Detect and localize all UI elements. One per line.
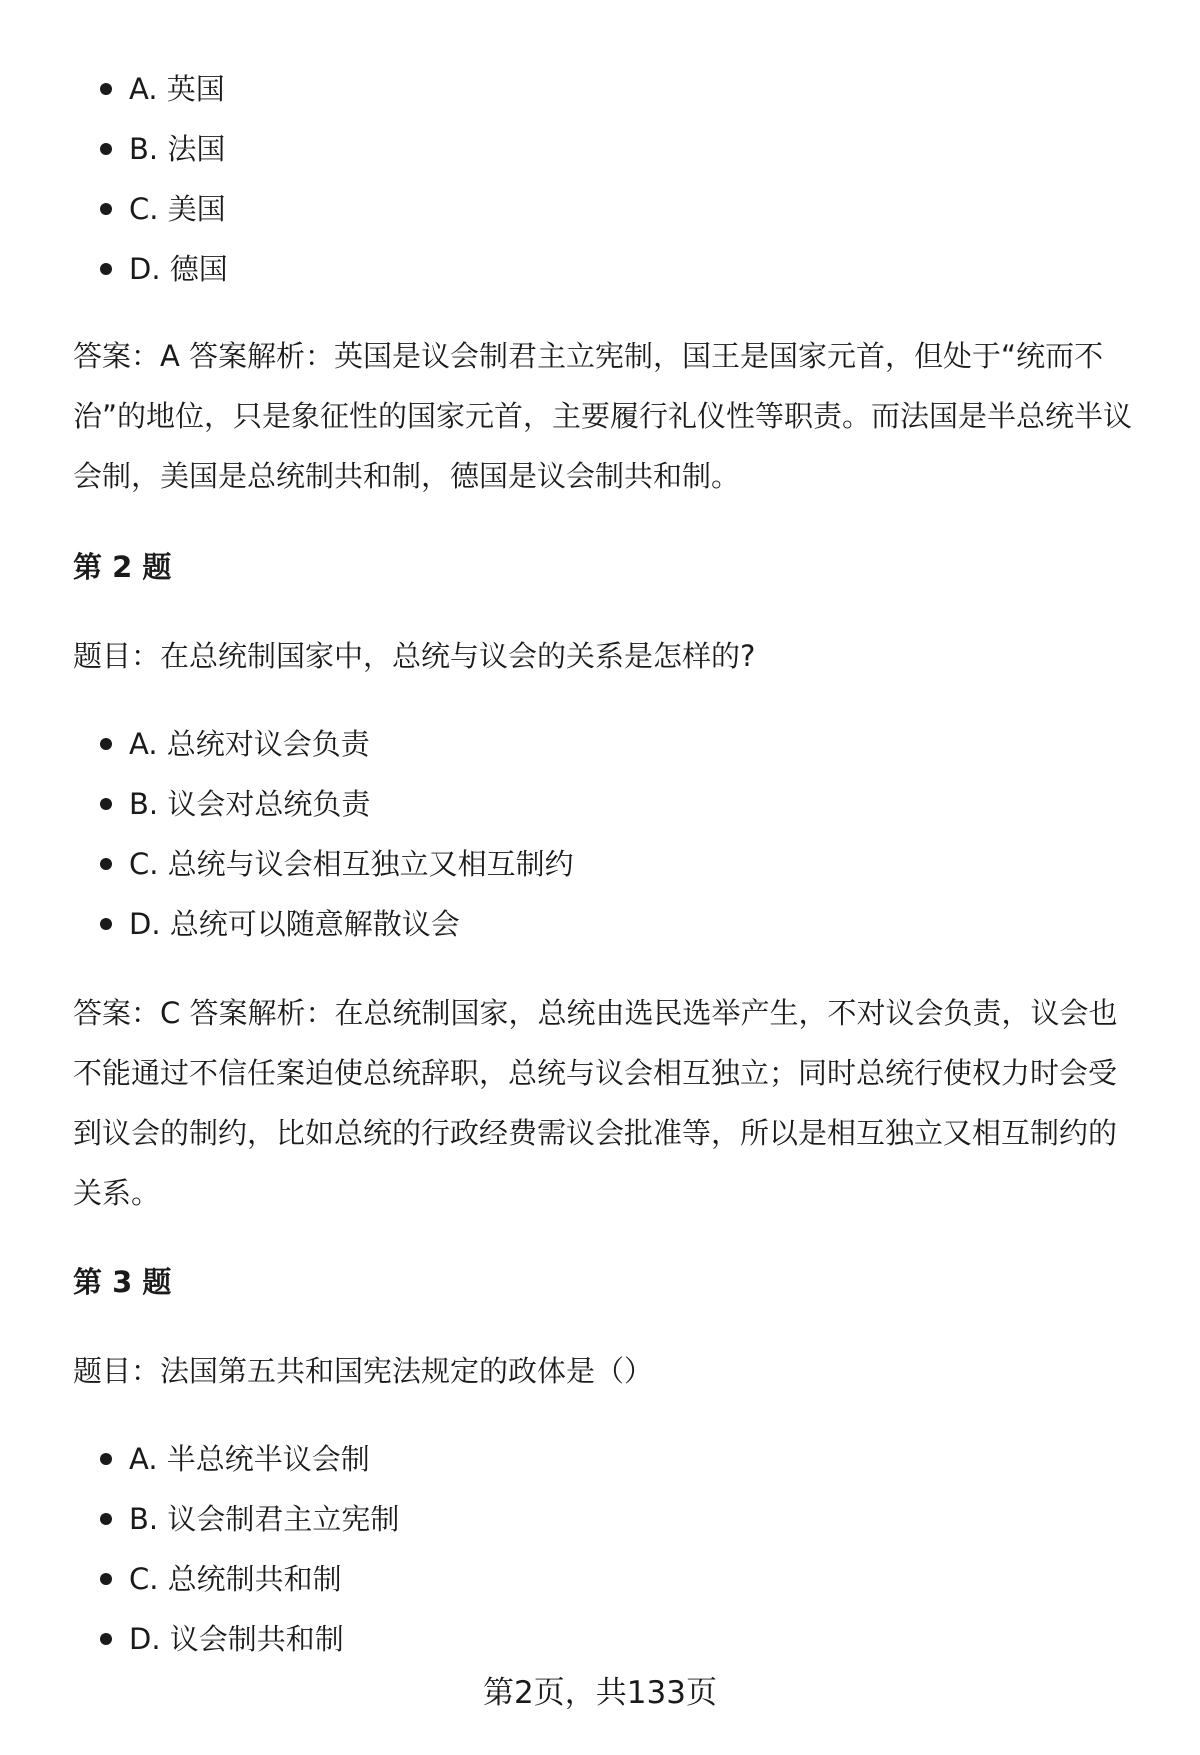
q2-heading: 第 2 题 [73, 550, 172, 584]
q3-question: 题目：法国第五共和国宪法规定的政体是（） [73, 1354, 654, 1388]
q2-options [73, 714, 574, 954]
q1-answer: 答案：A 答案解析：英国是议会制君主立宪制，国王是国家元首，但处于“统而不治”的地位，只是象征性的国家元首，主要履行礼仪性等职责。而法国是半总统半议会制，美国是总统制共和制，德国是议会制共和制。 [73, 339, 1133, 493]
q2-option-d: D. 总统可以随意解散议会 [73, 894, 574, 954]
q2-answer: 答案：C 答案解析：在总统制国家，总统由选民选举产生，不对议会负责，议会也不能通过不信任案迫使总统辞职，总统与议会相互独立；同时总统行使权力时会受到议会的制约，比如总统的行政经费需议会批准等，所以是相互独立又相互制约的关系。 [73, 996, 1118, 1210]
q1-options [73, 59, 228, 299]
q2-question: 题目：在总统制国家中，总统与议会的关系是怎样的? [73, 639, 756, 673]
q1-option-d: D. 德国 [73, 239, 228, 299]
q3-option-d: D. 议会制共和制 [73, 1609, 399, 1669]
q1-option-b: B. 法国 [73, 119, 228, 179]
q2-option-a: A. 总统对议会负责 [73, 714, 574, 774]
q2-option-b: B. 议会对总统负责 [73, 774, 574, 834]
q1-option-c: C. 美国 [73, 179, 228, 239]
q3-heading: 第 3 题 [73, 1265, 172, 1299]
q3-options [73, 1429, 399, 1669]
q2-option-c: C. 总统与议会相互独立又相互制约 [73, 834, 574, 894]
q3-option-b: B. 议会制君主立宪制 [73, 1489, 399, 1549]
q3-option-a: A. 半总统半议会制 [73, 1429, 399, 1489]
q1-option-a: A. 英国 [73, 59, 228, 119]
page-number: 第2页，共133页 [483, 1675, 717, 1711]
q3-option-c: C. 总统制共和制 [73, 1549, 399, 1609]
